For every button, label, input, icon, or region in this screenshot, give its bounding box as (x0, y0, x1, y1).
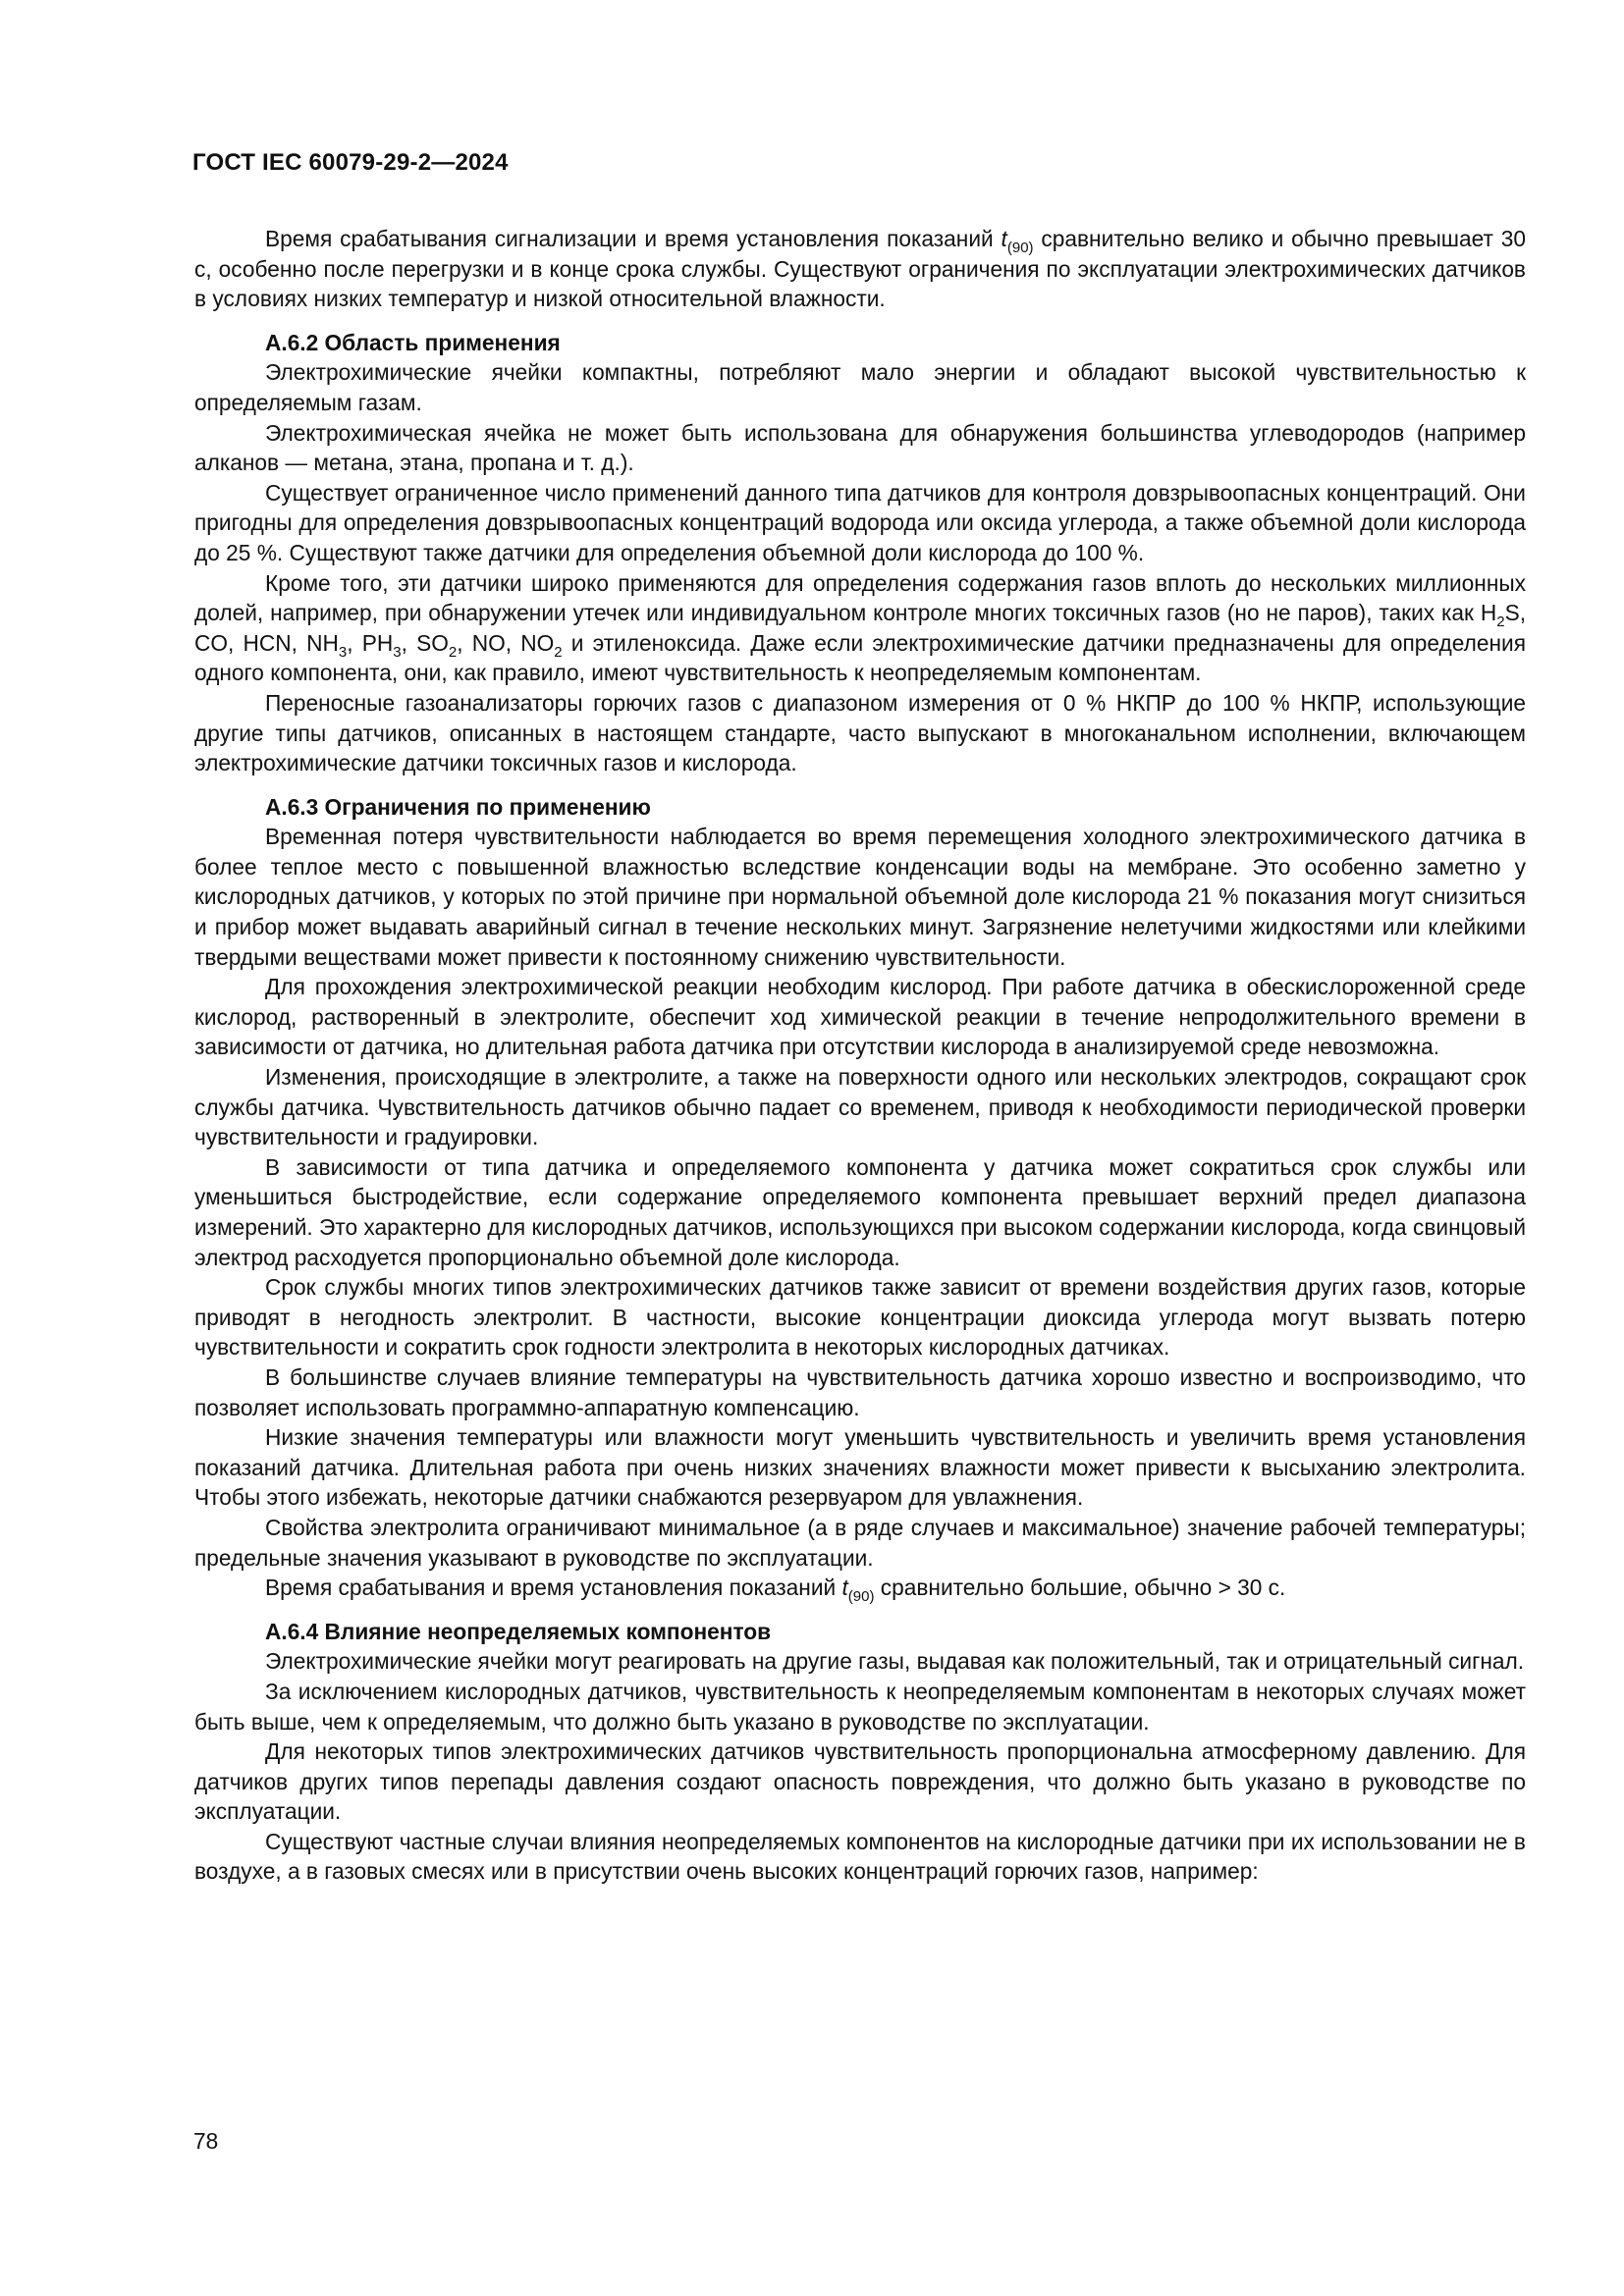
subscript: 2 (554, 643, 563, 661)
paragraph: Низкие значения температуры или влажности могут уменьшить чувствительность и увеличить время установления показаний датчика. Длительная работа при очень низких значениях влажности может привести к высыханию электролита. Чтобы этого избежать, некоторые датчики снабжаются резервуаром для увлажнения. (194, 1424, 1526, 1511)
paragraph: Электрохимические ячейки компактны, потребляют мало энергии и обладают высокой чувствительностью к определяемым газам. (194, 359, 1526, 415)
document-header-title: ГОСТ IEC 60079-29-2—2024 (192, 149, 509, 176)
paragraph: Существует ограниченное число применений данного типа датчиков для контроля довзрывоопасных концентраций. Они пригодны для определения довзрывоопасных концентраций водорода или оксида углерода, а также объемной доли кислорода до 25 %. Существуют также датчики для определения объемной доли кислорода до 100 %. (194, 479, 1526, 565)
paragraph-toxic-gases (194, 568, 1526, 688)
variable-t: t (841, 1575, 848, 1601)
paragraph: Электрохимические ячейки могут реагировать на другие газы, выдавая как положительный, так и отрицательный сигнал. (265, 1648, 1525, 1675)
text-run: , NO, NO (457, 629, 555, 656)
paragraph-response-time-short (194, 1573, 1526, 1606)
subscript: 2 (448, 643, 458, 661)
paragraph: Существуют частные случаи влияния неопределяемых компонентов на кислородные датчики при их использовании не в воздухе, а в газовых смесях или в присутствии очень высоких концентраций горючих газов, например: (194, 1828, 1526, 1885)
text-run: Время срабатывания и время установления показаний (265, 1575, 842, 1601)
paragraph: Переносные газоанализаторы горючих газов с диапазоном измерения от 0 % НКПР до 100 % НКПР, использующие другие типы датчиков, описанных в настоящем стандарте, часто выпускают в многоканальном исполнении, включающем электрохимические датчики токсичных газов и кислорода. (194, 689, 1526, 776)
text-run: Кроме того, эти датчики широко применяются для определения содержания газов вплоть до нескольких миллионных долей, например, при обнаружении утечек или индивидуальном контроле многих токсичных газов (но не паров), таких как H (194, 569, 1526, 626)
paragraph: Для некоторых типов электрохимических датчиков чувствительность пропорциональна атмосферному давлению. Для датчиков других типов перепады давления создают опасность повреждения, что должно быть указано в руководстве по эксплуатации. (194, 1738, 1526, 1825)
section-heading-a63: А.6.3 Ограничения по применению (265, 793, 651, 820)
paragraph: В зависимости от типа датчика и определяемого компонента у датчика может сократиться срок службы или уменьшиться быстродействие, если содержание определяемого компонента превышает верхний предел диапазона измерений. Это характерно для кислородных датчиков, использующихся при высоком содержании кислорода, когда свинцовый электрод расходуется пропорционально объемной доле кислорода. (194, 1153, 1526, 1270)
paragraph: Изменения, происходящие в электролите, а также на поверхности одного или нескольких электродов, сокращают срок службы датчика. Чувствительность датчиков обычно падает со временем, приводя к необходимости периодической проверки чувствительности и градуировки. (194, 1064, 1526, 1150)
text-run: , SO (401, 629, 449, 656)
paragraph: В большинстве случаев влияние температуры на чувствительность датчика хорошо известно и воспроизводимо, что позволяет использовать программно-аппаратную компенсацию. (194, 1363, 1526, 1420)
subscript: (90) (1006, 240, 1034, 256)
text-run: сравнительно велико и обычно превышает 30 с, особенно после перегрузки и в конце срока службы. Существуют ограничения по эксплуатации электрохимических датчиков в условиях низких температур и низкой относительной влажности. (194, 226, 1526, 312)
document-body (194, 224, 1526, 1887)
subscript: (90) (847, 1588, 875, 1606)
subscript: 3 (338, 643, 348, 661)
text-run: и этиленоксида. Даже если электрохимические датчики предназначены для определения одного компонента, они, как правило, имеют чувствительность к неопределяемым компонентам. (194, 629, 1526, 686)
subscript: 3 (393, 643, 402, 661)
paragraph: Для прохождения электрохимической реакции необходим кислород. При работе датчика в обескислороженной среде кислород, растворенный в электролите, обеспечит ход химической реакции в течение непродолжительного времени в зависимости от датчика, но длительная работа датчика при отсутствии кислорода в анализируемой среде невозможна. (194, 974, 1526, 1060)
section-heading-a64: А.6.4 Влияние неопределяемых компонентов (265, 1618, 772, 1644)
paragraph: За исключением кислородных датчиков, чувствительность к неопределяемым компонентам в некоторых случаях может быть выше, чем к определяемым, что должно быть указано в руководстве по эксплуатации. (194, 1678, 1526, 1735)
subscript: 2 (1496, 614, 1505, 631)
text-run: S, CO, HCN, NH (194, 600, 1526, 656)
paragraph-response-time (194, 224, 1526, 314)
text-run: сравнительно большие, обычно > 30 с. (874, 1575, 1286, 1601)
variable-t: t (1001, 226, 1007, 251)
text-run: , PH (347, 629, 394, 656)
paragraph: Срок службы многих типов электрохимических датчиков также зависит от времени воздействия других газов, которые приводят в негодность электролит. В частности, высокие концентрации диоксида углерода могут вызвать потерю чувствительности и сократить срок годности электролита в некоторых кислородных датчиках. (194, 1274, 1526, 1361)
page-number: 78 (193, 2128, 219, 2154)
paragraph: Свойства электролита ограничивают минимальное (а в ряде случаев и максимальное) значение рабочей температуры; предельные значения указывают в руководстве по эксплуатации. (194, 1514, 1526, 1571)
paragraph: Электрохимическая ячейка не может быть использована для обнаружения большинства углеводородов (например алканов — метана, этана, пропана и т. д.). (194, 419, 1526, 476)
paragraph: Временная потеря чувствительности наблюдается во время перемещения холодного электрохимического датчика в более теплое место с повышенной влажностью вследствие конденсации воды на мембране. Это особенно заметно у кислородных датчиков, у которых по этой причине при нормальной объемной доле кислорода 21 % показания могут снизиться и прибор может выдавать аварийный сигнал в течение нескольких минут. Загрязнение нелетучими жидкостями или клейкими твердыми веществами может привести к постоянному снижению чувствительности. (194, 824, 1526, 970)
section-heading-a62: А.6.2 Область применения (265, 329, 561, 355)
text-run: Время срабатывания сигнализации и время установления показаний (265, 226, 1001, 251)
